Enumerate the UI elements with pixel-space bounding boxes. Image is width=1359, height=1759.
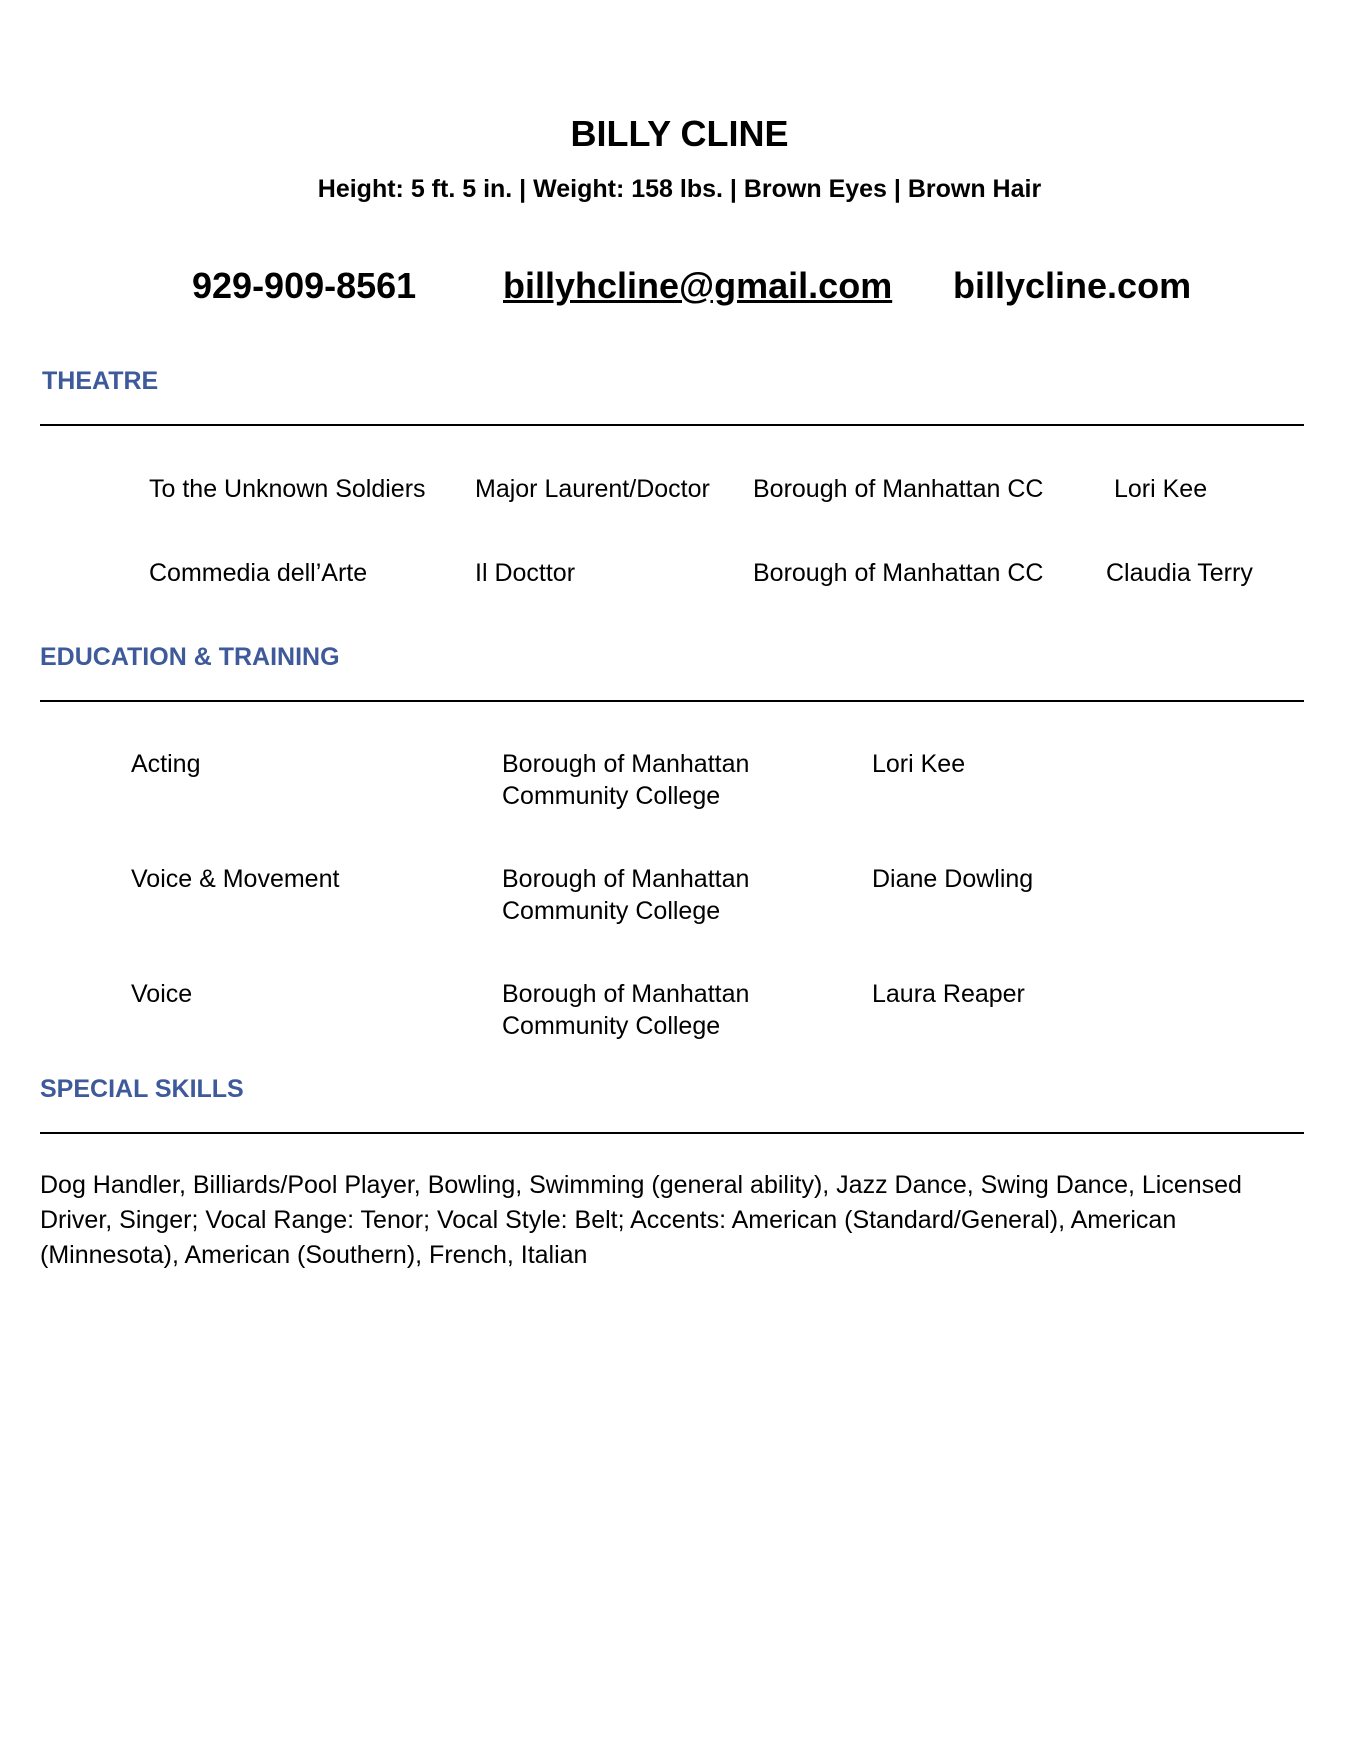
resume-name: BILLY CLINE [570,113,789,154]
theatre-show: Commedia dell’Arte [149,559,368,587]
education-subject: Voice [131,980,193,1008]
phone-number: 929-909-8561 [192,265,417,306]
education-teacher: Lori Kee [872,750,966,778]
section-divider [40,424,1304,426]
theatre-venue: Borough of Manhattan CC [753,475,1044,503]
theatre-role: Il Docttor [475,559,576,587]
section-heading-theatre: THEATRE [42,367,159,395]
theatre-director: Claudia Terry [1106,559,1253,587]
section-divider [40,1132,1304,1134]
theatre-director: Lori Kee [1114,475,1208,503]
email-link[interactable]: billyhcline@gmail.com [503,265,893,306]
education-school: Borough of Manhattan Community College [502,750,750,810]
education-teacher: Diane Dowling [872,865,1034,893]
section-heading-skills: SPECIAL SKILLS [40,1075,244,1103]
education-school: Borough of Manhattan Community College [502,980,750,1040]
theatre-venue: Borough of Manhattan CC [753,559,1044,587]
physical-stats: Height: 5 ft. 5 in. | Weight: 158 lbs. | Brown Eyes | Brown Hair [317,175,1042,203]
theatre-show: To the Unknown Soldiers [149,475,426,503]
skills-list: Dog Handler, Billiards/Pool Player, Bowling, Swimming (general ability), Jazz Dance, Swing Dance, Licensed Driver, Singer; Vocal Range: Tenor; Vocal Style: Belt; Accents: American (Standard/General), American (Minnesota), American (Southern), French, Italian [40,1171,1242,1269]
education-school: Borough of Manhattan Community College [502,865,750,925]
website-link[interactable]: billycline.com [953,265,1192,306]
education-subject: Acting [131,750,201,778]
education-teacher: Laura Reaper [872,980,1025,1008]
section-heading-education: EDUCATION & TRAINING [40,643,340,671]
education-subject: Voice & Movement [131,865,340,893]
section-divider [40,700,1304,702]
theatre-role: Major Laurent/Doctor [475,475,710,503]
